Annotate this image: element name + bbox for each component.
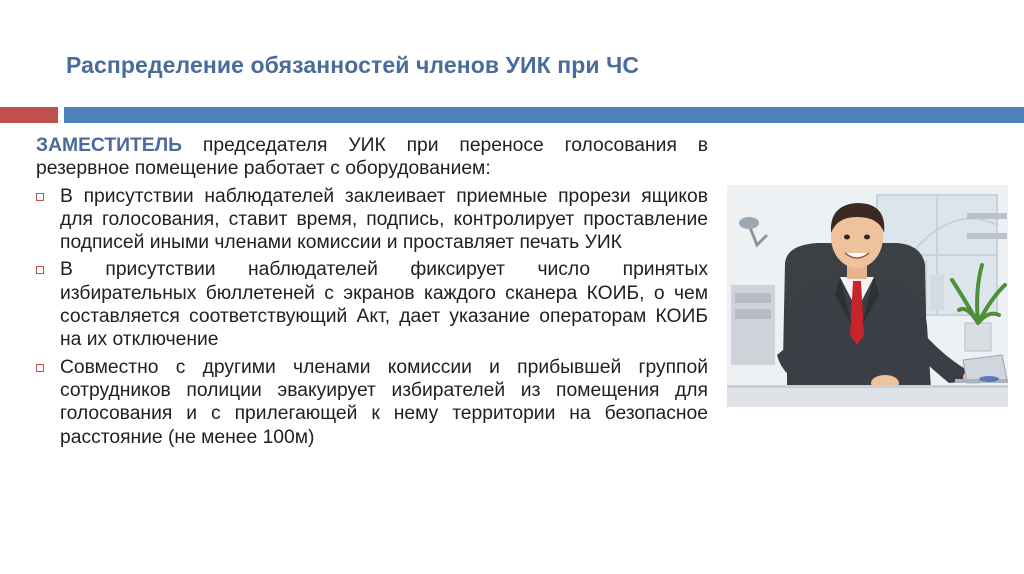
- lead-paragraph: [36, 134, 708, 181]
- bullet-text: В присутствии наблюдателей фиксирует число принятых избирательных бюллетеней с экранов каждого сканера КОИБ, о чем составляется соответствующий Акт, дает указание операторам КОИБ на их отключение: [60, 259, 708, 351]
- bullet-square-icon: [36, 356, 60, 372]
- bullet-square-icon: [36, 185, 60, 201]
- lead-role: ЗАМЕСТИТЕЛЬ: [36, 135, 183, 156]
- slide-content: [36, 134, 708, 453]
- title-rule-red: [0, 107, 58, 123]
- bullet-item: [36, 356, 708, 449]
- office-worker-illustration: [727, 185, 1008, 407]
- slide-title: Распределение обязанностей членов УИК при ЧС: [66, 52, 640, 78]
- title-rule-blue: [64, 107, 1024, 123]
- bullet-item: [36, 258, 708, 351]
- bullet-item: [36, 185, 708, 255]
- bullet-text: Совместно с другими членами комиссии и прибывшей группой сотрудников полиции эвакуирует избирателей из помещения для голосования и с прилегающей к нему территории на безопасное расстояние (не менее 100м): [60, 356, 708, 448]
- lead-text: председателя УИК при переносе голосования в резервное помещение работает с оборудованием:: [36, 135, 708, 180]
- bullet-text: В присутствии наблюдателей заклеивает приемные прорези ящиков для голосования, ставит время, подпись, контролирует проставление подписей иными членами комиссии и проставляет печать УИК: [60, 185, 708, 254]
- bullet-square-icon: [36, 258, 60, 274]
